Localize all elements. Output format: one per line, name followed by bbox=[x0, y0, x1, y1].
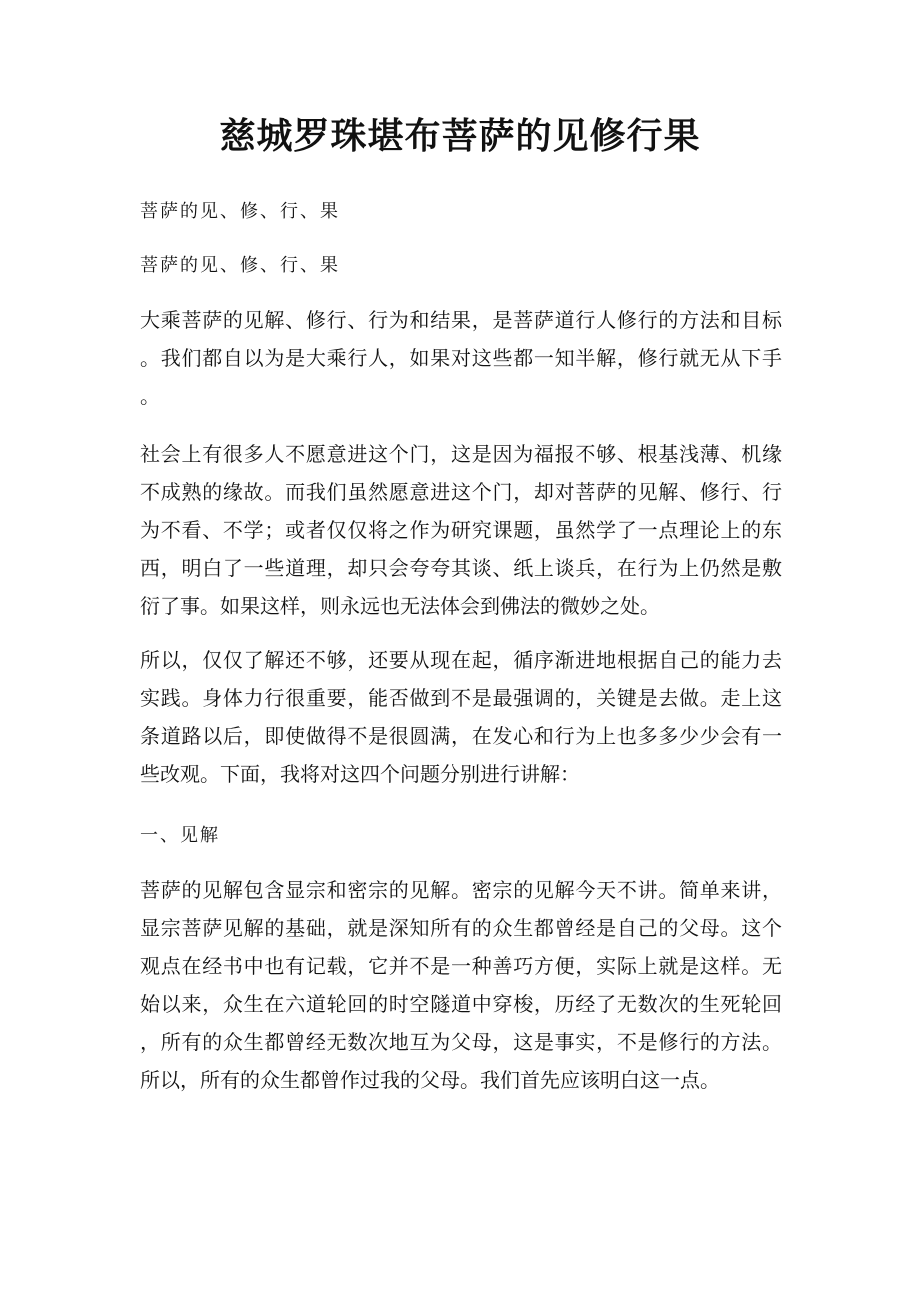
text-line: 为不看、不学；或者仅仅将之作为研究课题，虽然学了一点理论上的东 bbox=[140, 518, 782, 542]
text-line: 实践。身体力行很重要，能否做到不是最强调的，关键是去做。走上这 bbox=[140, 686, 782, 710]
text-line: 社会上有很多人不愿意进这个门，这是因为福报不够、根基浅薄、机缘 bbox=[140, 442, 782, 466]
text-line: 不成熟的缘故。而我们虽然愿意进这个门，却对菩萨的见解、修行、行 bbox=[140, 480, 782, 504]
paragraph bbox=[140, 435, 782, 625]
text-line: 条道路以后，即使做得不是很圆满，在发心和行为上也多多少少会有一 bbox=[140, 724, 782, 748]
text-line: 西，明白了一些道理，却只会夸夸其谈、纸上谈兵，在行为上仍然是敷 bbox=[140, 556, 782, 580]
paragraph bbox=[140, 301, 782, 415]
text-line: 观点在经书中也有记载，它并不是一种善巧方便，实际上就是这样。无 bbox=[140, 954, 782, 978]
text-line: 显宗菩萨见解的基础，就是深知所有的众生都曾经是自己的父母。这个 bbox=[140, 916, 782, 940]
text-line: 所以，仅仅了解还不够，还要从现在起，循序渐进地根据自己的能力去 bbox=[140, 648, 782, 672]
text-line: 菩萨的见解包含显宗和密宗的见解。密宗的见解今天不讲。简单来讲， bbox=[140, 878, 782, 902]
text-line: 。我们都自以为是大乘行人，如果对这些都一知半解，修行就无从下手 bbox=[140, 346, 782, 370]
document-title: 慈城罗珠堪布菩萨的见修行果 bbox=[219, 116, 701, 157]
text-line: 所以，所有的众生都曾作过我的父母。我们首先应该明白这一点。 bbox=[140, 1068, 720, 1092]
text-line: ，所有的众生都曾经无数次地互为父母，这是事实，不是修行的方法。 bbox=[140, 1030, 782, 1054]
text-line: 衍了事。如果这样，则永远也无法体会到佛法的微妙之处。 bbox=[140, 594, 660, 618]
paragraph bbox=[140, 871, 782, 1099]
text-line: 些改观。下面，我将对这四个问题分别进行讲解： bbox=[140, 762, 580, 786]
text-line: 。 bbox=[140, 384, 160, 408]
subtitle: 菩萨的见、修、行、果 bbox=[140, 201, 340, 222]
section-heading: 一、见解 bbox=[140, 825, 220, 846]
subtitle: 菩萨的见、修、行、果 bbox=[140, 255, 340, 276]
paragraph bbox=[140, 641, 782, 793]
text-line: 始以来，众生在六道轮回的时空隧道中穿梭，历经了无数次的生死轮回 bbox=[140, 992, 782, 1016]
text-line: 大乘菩萨的见解、修行、行为和结果，是菩萨道行人修行的方法和目标 bbox=[140, 308, 782, 332]
